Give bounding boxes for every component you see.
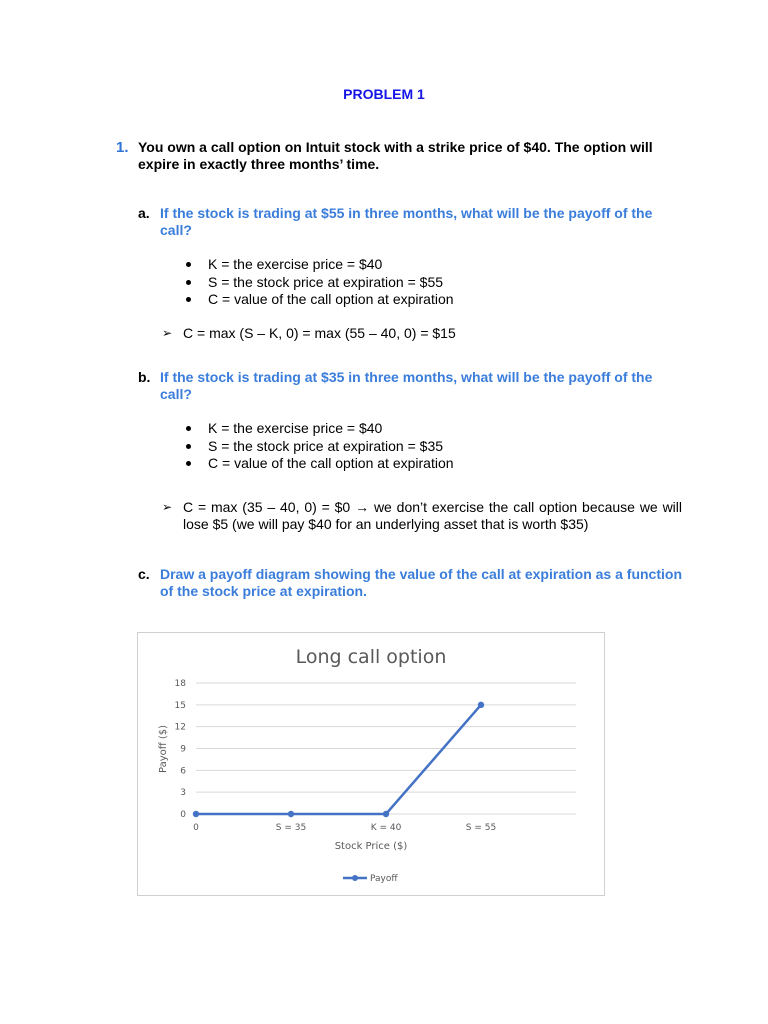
part-b-question: If the stock is trading at $35 in three months, what will be the payoff of the call? (160, 369, 653, 402)
series-line (196, 705, 481, 814)
arrow-bullet-icon: ➢ (162, 326, 173, 340)
payoff-chart (137, 632, 605, 896)
data-point (478, 702, 484, 708)
bullet-text: K = the exercise price = $40 (208, 256, 383, 272)
y-tick-label: 9 (180, 744, 186, 755)
y-tick-label: 6 (180, 766, 186, 777)
y-tick-label: 3 (180, 788, 186, 799)
x-tick-label: S = 55 (465, 823, 497, 833)
bullet-text: C = value of the call option at expiration (208, 291, 454, 307)
part-a-result-line (162, 325, 682, 342)
x-axis-ticks (193, 823, 496, 833)
part-b-result-line (162, 499, 682, 533)
x-tick-label: 0 (193, 823, 199, 833)
list-item (186, 420, 454, 438)
list-item (186, 455, 454, 473)
chart-legend (343, 874, 398, 884)
right-arrow-icon: → (355, 499, 370, 515)
gridlines (196, 683, 576, 814)
problem-title: PROBLEM 1 (343, 86, 425, 102)
y-tick-label: 15 (174, 700, 186, 711)
bullet-icon (186, 262, 191, 267)
x-tick-label: K = 40 (370, 823, 402, 833)
part-c-question: Draw a payoff diagram showing the value of the call at expiration as a function of the stock price at expiration. (160, 566, 682, 599)
arrow-bullet-icon: ➢ (162, 500, 173, 514)
bullet-text: C = value of the call option at expiration (208, 455, 454, 471)
data-point (288, 811, 294, 817)
part-b-result (162, 499, 682, 533)
bullet-icon (186, 280, 191, 285)
x-tick-label: S = 35 (275, 823, 307, 833)
bullet-icon (186, 444, 191, 449)
part-a-question: If the stock is trading at $55 in three months, what will be the payoff of the call? (160, 205, 653, 238)
chart-title: Long call option (295, 646, 447, 668)
bullet-text: K = the exercise price = $40 (208, 420, 383, 436)
bullet-text: S = the stock price at expiration = $55 (208, 273, 444, 290)
x-axis-label: Stock Price ($) (334, 841, 408, 852)
list-item (186, 256, 454, 274)
bullet-icon (186, 426, 191, 431)
y-axis-label: Payoff ($) (158, 725, 169, 773)
y-axis-ticks (175, 679, 187, 820)
list-item (186, 291, 454, 309)
bullet-icon (186, 461, 191, 466)
data-point (383, 811, 389, 817)
payoff-chart-svg (138, 633, 604, 895)
y-tick-label: 18 (174, 679, 186, 689)
part-b-result-rest: we don’t exercise the call option because we will lose $5 (we will pay $40 for an underlying asset that is worth $35) (183, 499, 683, 532)
bullet-text: S = the stock price at expiration = $35 (208, 437, 444, 454)
part-a-result: C = max (S – K, 0) = max (55 – 40, 0) = $15 (183, 325, 456, 341)
legend-marker (352, 875, 358, 881)
y-tick-label: 0 (180, 810, 186, 820)
legend-label: Payoff (370, 874, 398, 884)
part-c-label: c. (138, 566, 150, 582)
part-b-bullet-list (186, 420, 454, 473)
list-item (186, 438, 454, 456)
part-b-result-main: C = max (35 – 40, 0) = $0 (183, 499, 351, 515)
y-tick-label: 12 (174, 722, 186, 733)
question-number: 1. (116, 139, 129, 156)
data-point (193, 811, 199, 817)
bullet-icon (186, 297, 191, 302)
part-a-bullet-list (186, 256, 454, 309)
part-b-label: b. (138, 369, 151, 385)
series-payoff (193, 702, 484, 818)
question-text: You own a call option on Intuit stock with a strike price of $40. The option will expire in exactly three months’ time. (138, 139, 653, 172)
part-a-label: a. (138, 205, 150, 221)
list-item (186, 274, 454, 292)
